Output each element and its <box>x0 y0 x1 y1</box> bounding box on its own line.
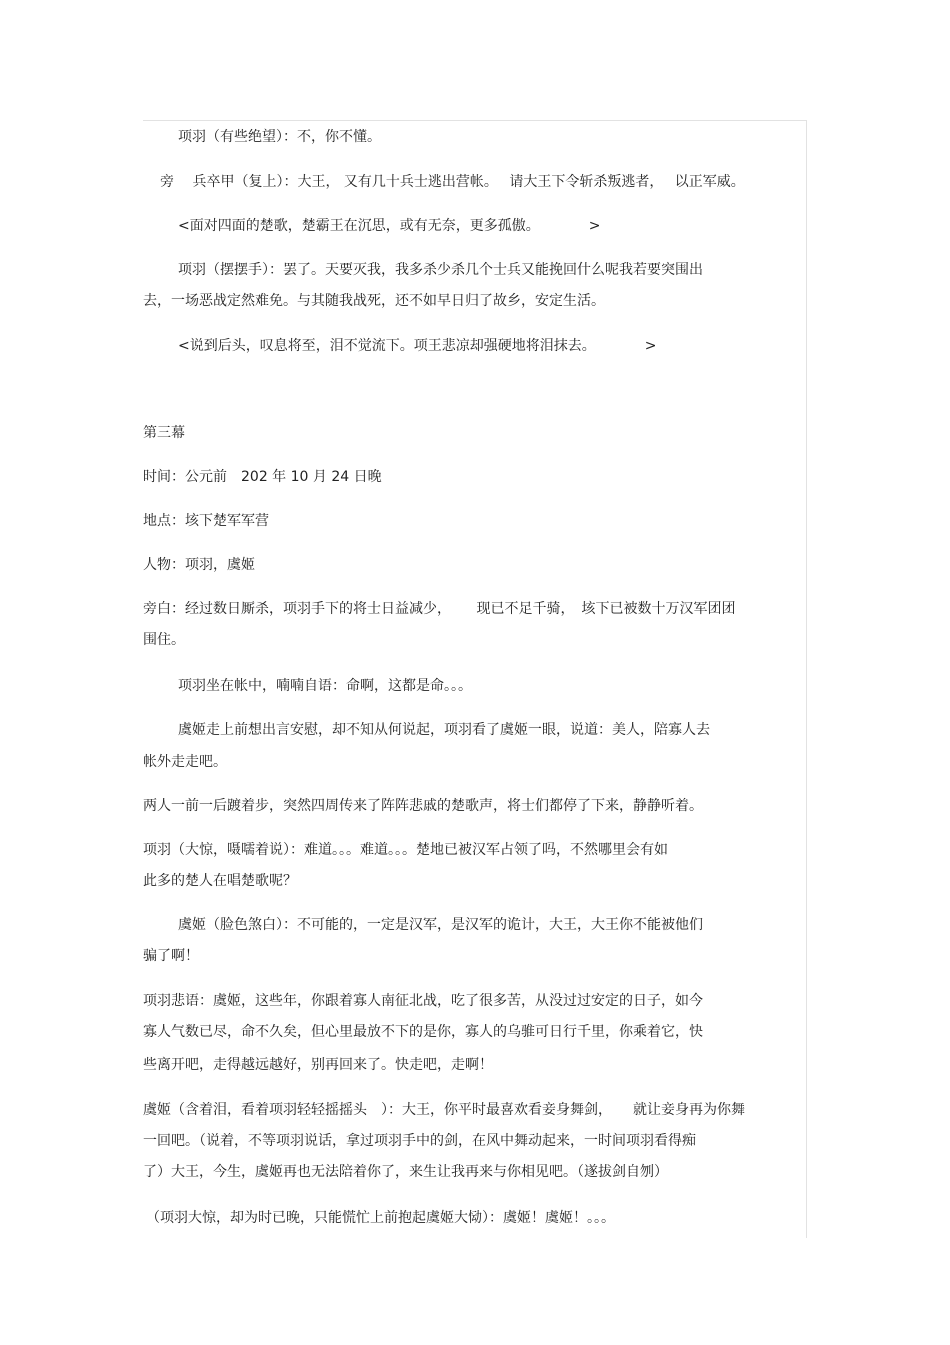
scene-time: 时间：公元前 202 年 10 月 24 日晚 <box>143 469 382 485</box>
text-line: 项羽悲语：虞姬，这些年，你跟着寡人南征北战，吃了很多苦，从没过过安定的日子，如今 <box>143 993 703 1009</box>
text-line: 此多的楚人在唱楚歌呢？ <box>143 873 297 889</box>
scene-place: 地点：垓下楚军军营 <box>143 513 269 529</box>
stage-direction: <面对四面的楚歌，楚霸王在沉思，或有无奈，更多孤傲。 > <box>178 218 601 234</box>
text-line: 一回吧。（说着，不等项羽说话，拿过项羽手中的剑，在风中舞动起来，一时间项羽看得痴 <box>143 1133 696 1149</box>
text-line: 虞姬（含着泪，看着项羽轻轻摇摇头 ）：大王，你平时最喜欢看妾身舞剑， 就让妾身再为你舞 <box>143 1102 745 1118</box>
act-heading: 第三幕 <box>143 425 185 441</box>
text-line: 些离开吧，走得越远越好，别再回来了。快走吧，走啊！ <box>143 1057 493 1073</box>
text-line: 虞姬（脸色煞白）：不可能的，一定是汉军，是汉军的诡计，大王，大王你不能被他们 <box>178 917 703 933</box>
text-line: 了）大王，今生，虞姬再也无法陪着你了，来生让我再来与你相见吧。（遂拔剑自刎） <box>143 1164 668 1180</box>
text-line: 项羽（摆摆手）：罢了。天要灭我，我多杀少杀几个士兵又能挽回什么呢我若要突围出 <box>178 262 703 278</box>
text-line: 骗了啊！ <box>143 948 199 964</box>
text-line: 旁 兵卒甲（复上）：大王， 又有几十兵士逃出营帐。 请大王下令斩杀叛逃者， 以正军威。 <box>160 174 745 190</box>
text-line: 项羽（大惊，嗫嚅着说）：难道。。。难道。。。楚地已被汉军占领了吗，不然哪里会有如 <box>143 842 668 858</box>
text-line: 寡人气数已尽，命不久矣，但心里最放不下的是你，寡人的乌骓可日行千里，你乘着它，快 <box>143 1024 703 1040</box>
text-line: 帐外走走吧。 <box>143 754 227 770</box>
text-line: 项羽（有些绝望）：不，你不懂。 <box>178 129 381 145</box>
scene-characters: 人物：项羽，虞姬 <box>143 557 255 573</box>
text-line: 围住。 <box>143 632 185 648</box>
text-line: 旁白：经过数日厮杀，项羽手下的将士日益减少， 现已不足千骑， 垓下已被数十万汉军团团 <box>143 601 736 617</box>
text-line: 去，一场恶战定然难免。与其随我战死，还不如早日归了故乡，安定生活。 <box>143 293 605 309</box>
text-line: 两人一前一后踱着步，突然四周传来了阵阵悲戚的楚歌声，将士们都停了下来，静静听着。 <box>143 798 703 814</box>
text-line: （项羽大惊，却为时已晚，只能慌忙上前抱起虞姬大恸）：虞姬！虞姬！。。。 <box>146 1210 615 1226</box>
text-line: 项羽坐在帐中，喃喃自语：命啊，这都是命。。。 <box>178 678 472 694</box>
text-line: 虞姬走上前想出言安慰，却不知从何说起，项羽看了虞姬一眼，说道：美人，陪寡人去 <box>178 722 710 738</box>
stage-direction: <说到后头，叹息将至，泪不觉流下。项王悲凉却强硬地将泪抹去。 > <box>178 338 657 354</box>
